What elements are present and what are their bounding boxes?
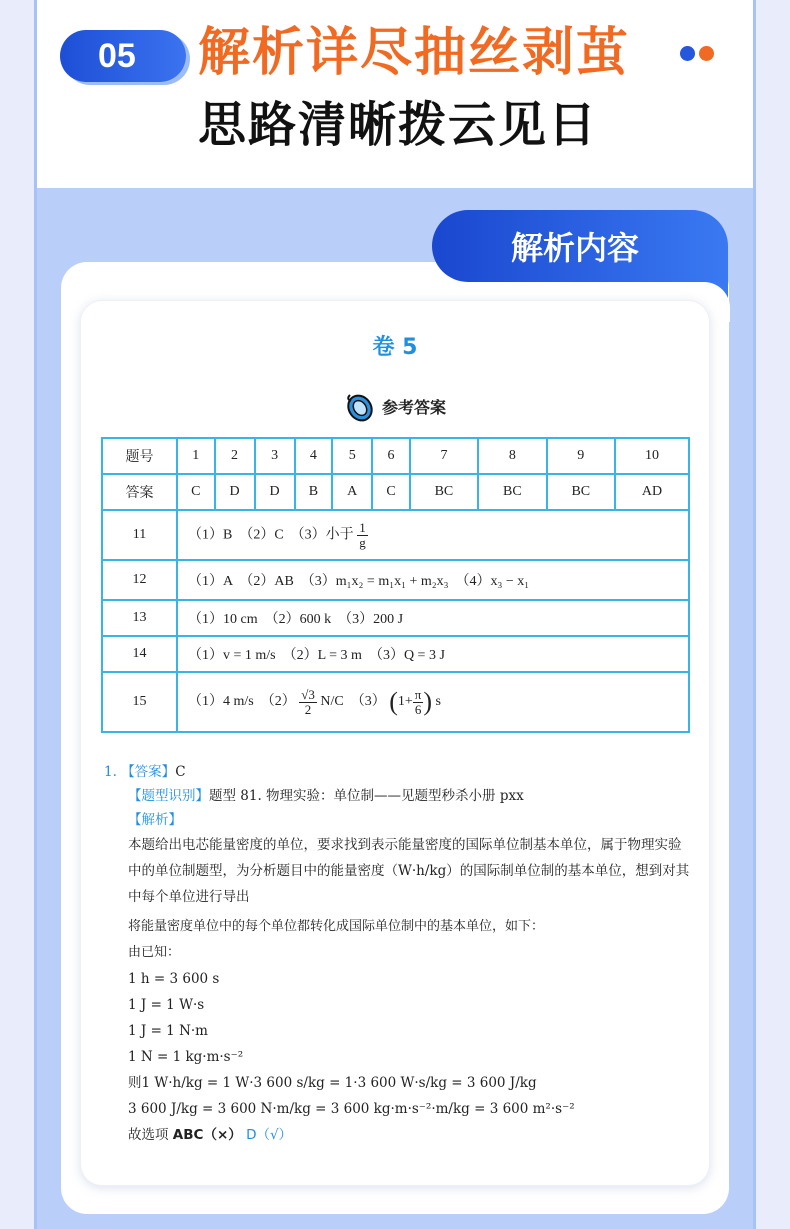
analysis-line: 1 h = 3 600 s [128,971,220,987]
table-cell: （1）10 cm （2）600 k （3）200 J [177,600,689,636]
table-cell: （1）A （2）AB （3）m₁x₂ = m₁x₁ + m₂x₃ （4）x₃ − x₁ [177,560,689,600]
reference-label: 参考答案 [382,397,447,417]
table-cell: （1）v = 1 m/s （2）L = 3 m （3）Q = 3 J [177,636,689,672]
table-cell [177,510,689,560]
table-row [102,600,689,636]
analysis-line: 由已知： [128,945,181,960]
analysis-content-tag: 解析内容 [432,210,728,282]
table-cell: BC [410,474,478,510]
table-cell: 4 [295,438,333,474]
table-cell: C [372,474,410,510]
item-number: 1. [104,764,117,780]
volume-title: 卷 5 [372,335,418,360]
analysis-line: 1 N = 1 kg·m·s⁻² [128,1049,244,1065]
answer-tag: 【答案】 [121,764,176,780]
decor-dots [680,46,714,66]
table-row [102,510,689,560]
answer-text: 1+ [397,694,413,710]
table-cell: 8 [478,438,546,474]
fraction [413,688,424,717]
numerator: 1 [359,519,366,535]
analysis-section [104,760,694,1148]
table-cell: 6 [372,438,410,474]
analysis-line: 1 J = 1 N·m [128,1023,208,1039]
headline-primary: 解析详尽抽丝剥茧 [198,23,631,83]
table-cell: 10 [615,438,689,474]
table-row [102,560,689,600]
final-wrong: ABC（×） [172,1127,242,1143]
table-cell: A [332,474,372,510]
table-row [102,672,689,732]
table-cell: 15 [102,672,177,732]
table-cell: 14 [102,636,177,672]
numerator: π [414,686,422,702]
type-line [104,784,694,808]
paren-open: ( [389,687,398,716]
table-cell: 1 [177,438,215,474]
table-cell: 9 [547,438,615,474]
table-row [102,438,689,474]
analysis-tag: 【解析】 [128,812,182,828]
table-cell: C [177,474,215,510]
table-cell: BC [478,474,546,510]
answer-value: C [175,764,186,780]
final-right: D（√） [246,1127,293,1143]
table-cell: 5 [332,438,372,474]
dot-orange-icon [699,46,714,61]
dot-blue-icon [680,46,695,61]
section-number-badge: 05 [60,30,186,82]
denominator: 6 [414,701,422,717]
paren-close: ) [423,687,433,716]
answer-line [104,760,694,784]
table-cell: D [255,474,295,510]
table-row [102,474,689,510]
table-header-cell: 题号 [102,438,177,474]
headline-secondary: 思路清晰拨云见日 [198,97,599,153]
answer-text: （1）4 m/s （2） [188,694,296,710]
answer-text: N/C （3） [320,694,386,710]
table-cell: 11 [102,510,177,560]
analysis-line: 1 J = 1 W·s [128,997,205,1013]
answer-text: s [435,694,441,710]
table-cell: 2 [215,438,255,474]
table-cell: B [295,474,333,510]
analysis-paragraph: 本题给出电芯能量密度的单位，要求找到表示能量密度的国际单位制基本单位，属于物理实验中的单位制题型，为分析题目中的能量密度（W·h/kg）的国际制单位制的基本单位，想到对其中每个单位进行导出 [128,837,690,905]
final-answer-line [104,1122,694,1148]
denominator: g [359,534,366,550]
type-tag: 【题型识别】 [128,788,209,804]
final-prefix: 故选项 [128,1127,169,1143]
table-cell: D [215,474,255,510]
type-text: 题型 81. 物理实验：单位制——见题型秒杀小册 pxx [209,788,524,804]
table-header-cell: 答案 [102,474,177,510]
table-cell: AD [615,474,689,510]
table-cell: 13 [102,600,177,636]
answer-table [101,437,690,733]
table-cell: 7 [410,438,478,474]
table-cell [177,672,689,732]
reference-heading [342,388,446,424]
answer-text: （1）B （2）C （3）小于 [188,527,354,543]
denominator: 2 [304,701,312,717]
mouse-icon [342,389,376,423]
table-row [102,636,689,672]
numerator: √3 [301,686,315,702]
table-cell: 3 [255,438,295,474]
analysis-line: 则1 W·h/kg = 1 W·3 600 s/kg = 1·3 600 W·s/kg = 3 600 J/kg [128,1075,537,1091]
analysis-line: 3 600 J/kg = 3 600 N·m/kg = 3 600 kg·m·s⁻²·m/kg = 3 600 m²·s⁻² [128,1101,575,1117]
fraction [357,521,368,550]
fraction [299,688,317,717]
table-cell: BC [547,474,615,510]
table-cell: 12 [102,560,177,600]
analysis-line: 将能量密度单位中的每个单位都转化成国际单位制中的基本单位，如下： [128,919,545,934]
